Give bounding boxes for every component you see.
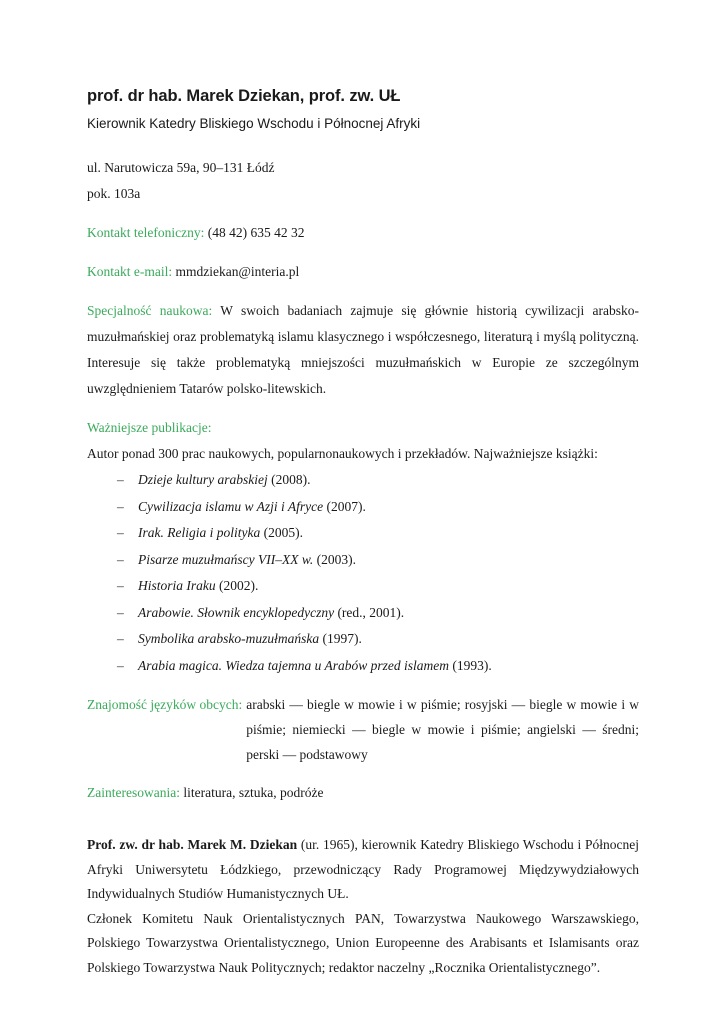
document-page [87,86,639,980]
biography-paragraph-1 [87,833,639,907]
book-title: Historia Iraku [138,578,216,593]
biography-section [87,833,639,980]
book-title: Dzieje kultury arabskiej [138,472,268,487]
biography-paragraph-2: Członek Komitetu Nauk Orientalistycznych PAN, Towarzystwa Naukowego Warszawskiego, Polskiego Towarzystwa Orientalistycznego, Union Europeenne des Arabisants et Islamisants oraz Polskiego Towarzystwa Nauk Politycznych; redaktor naczelny „Rocznika Orientalistycznego”. [87,910,639,975]
book-title: Arabia magica. Wiedza tajemna u Arabów przed islamem [138,657,449,673]
specialty-paragraph [87,298,639,402]
list-item [117,467,639,494]
interests-row [87,780,639,806]
email-label: Kontakt e-mail: [87,264,173,279]
book-detail: (1997). [319,631,362,646]
dash-bullet: – [117,551,124,567]
book-detail: (2003). [313,551,356,567]
address-block [87,155,639,207]
dash-bullet: – [117,498,124,514]
dash-bullet: – [117,657,124,673]
dash-bullet: – [117,525,124,540]
dash-bullet: – [117,631,124,646]
book-detail: (2008). [267,472,311,487]
book-title: Arabowie. Słownik encyklopedyczny [138,604,335,620]
list-item [117,520,639,547]
languages-text: arabski — biegle w mowie i w piśmie; rosyjski — biegle w mowie i w piśmie; niemiecki — biegle w mowie i piśmie; angielski — średni; perski — podstawowy [246,697,639,762]
book-title: Symbolika arabsko-muzułmańska [138,631,320,646]
list-item [117,573,639,600]
book-detail: (1993). [449,657,492,673]
interests-label: Zainteresowania: [87,785,180,800]
publications-label: Ważniejsze publikacje: [87,420,212,435]
dash-bullet: – [117,472,124,487]
list-item [117,653,639,680]
languages-row [87,692,639,767]
biography-name: Prof. zw. dr hab. Marek M. Dziekan [87,837,298,852]
dash-bullet: – [117,578,124,593]
specialty-text: W swoich badaniach zajmuje się głównie historią cywilizacji arabsko-muzułmańskiej oraz problematyką islamu klasycznego i współczesnego, literaturą i myślą polityczną. Interesuje się także problematyką mniejszości muzułmańskich w Europie ze szczególnym uwzględnieniem Tatarów polsko-litewskich. [87,303,640,396]
book-detail: (red., 2001). [334,604,405,620]
phone-value: (48 42) 635 42 32 [207,225,305,240]
interests-text: literatura, sztuka, podróże [183,785,324,800]
languages-label: Znajomość języków obcych: [87,697,243,712]
publications-list [87,467,639,679]
address-street: ul. Narutowicza 59a, 90–131 Łódź [87,160,275,175]
publications-intro: Autor ponad 300 prac naukowych, popularnonaukowych i przekładów. Najważniejsze książki: [87,446,598,461]
book-title: Irak. Religia i polityka [138,525,261,540]
phone-label: Kontakt telefoniczny: [87,225,205,240]
address-room: pok. 103a [87,186,141,201]
email-value: mmdziekan@interia.pl [175,264,300,279]
list-item [117,547,639,574]
list-item [117,626,639,653]
page-title: prof. dr hab. Marek Dziekan, prof. zw. UŁ [87,87,401,105]
biography-text: (ur. 1965), kierownik Katedry Bliskiego Wschodu i Północnej Afryki Uniwersytetu Łódzkiego, przewodniczący Rady Programowej Międzywydziałowych Indywidualnych Studiów Humanistycznych UŁ. [87,837,639,901]
book-detail: (2002). [215,578,259,593]
position-subtitle: Kierownik Katedry Bliskiego Wschodu i Północnej Afryki [87,116,421,131]
phone-row [87,220,639,246]
specialty-label: Specjalność naukowa: [87,303,213,318]
dash-bullet: – [117,604,124,620]
list-item [117,494,639,521]
email-row [87,259,639,285]
book-detail: (2007). [323,498,366,514]
book-detail: (2005). [260,525,303,540]
book-title: Pisarze muzułmańscy VII–XX w. [138,551,314,567]
book-title: Cywilizacja islamu w Azji i Afryce [138,498,324,514]
list-item [117,600,639,627]
